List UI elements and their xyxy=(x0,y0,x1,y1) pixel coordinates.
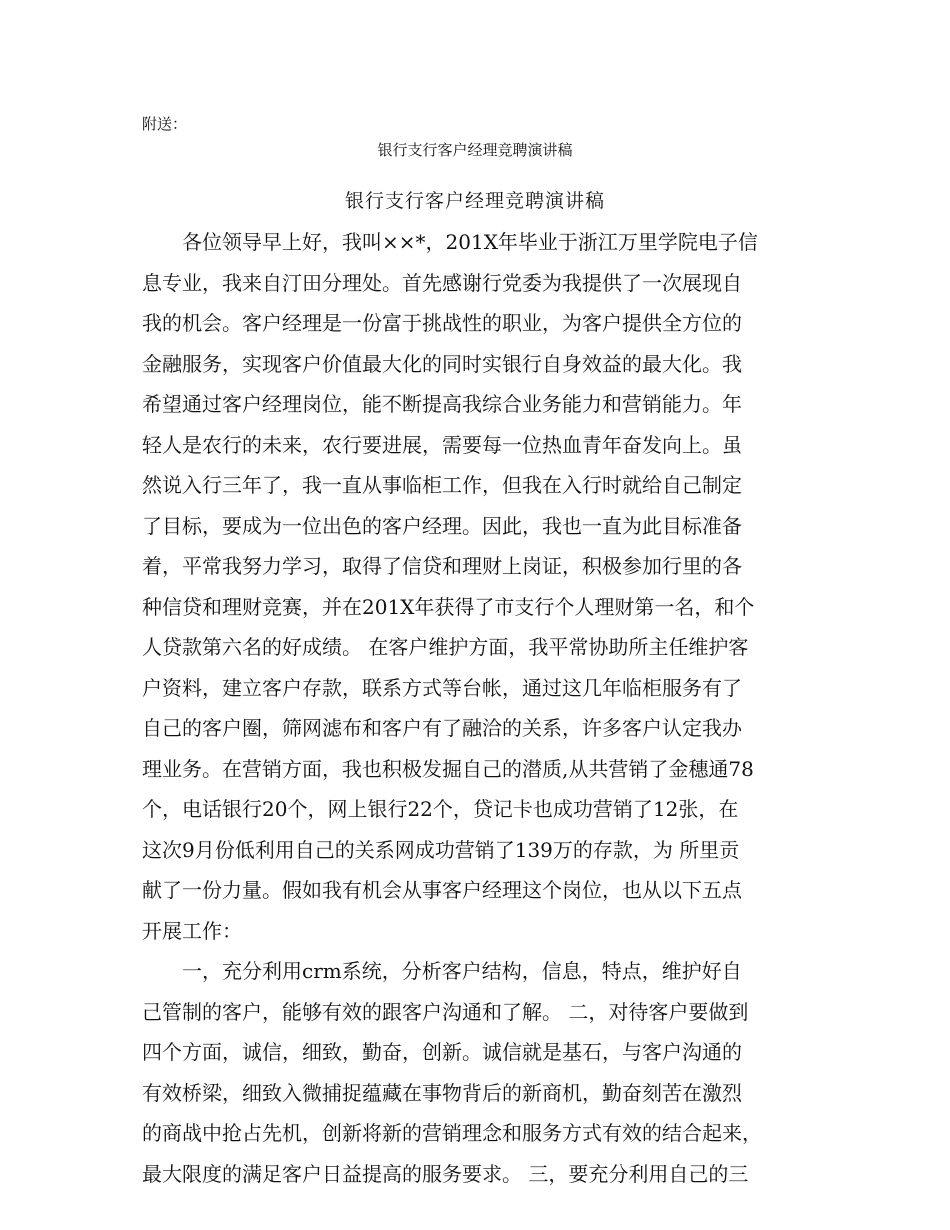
body-text-line: 献了一份力量。假如我有机会从事客户经理这个岗位，也从以下五点 xyxy=(142,878,742,902)
body-text-line: 己管制的客户，能够有效的跟客户沟通和了解。 二，对待客户要做到 xyxy=(142,999,749,1024)
body-text-line: 我的机会。客户经理是一份富于挑战性的职业，为客户提供全方位的 xyxy=(142,311,742,335)
body-text-line: 理业务。在营销方面，我也积极发掘自己的潜质,从共营销了金穗通78 xyxy=(142,756,754,781)
body-text-line: 金融服务，实现客户价值最大化的同时实银行自身效益的最大化。我 xyxy=(142,351,742,376)
body-text-line: 自己的客户圈，筛网滤布和客户有了融洽的关系，许多客户认定我办 xyxy=(142,716,742,740)
document-body xyxy=(142,222,812,1194)
body-text-line: 个，电话银行20个，网上银行22个，贷记卡也成功营销了12张，在 xyxy=(142,797,739,821)
body-text-line: 息专业，我来自汀田分理处。首先感谢行党委为我提供了一次展现自 xyxy=(142,270,742,295)
body-text-line: 最大限度的满足客户日益提高的服务要求。 三，要充分利用自己的三 xyxy=(142,1161,749,1186)
body-text-line: 希望通过客户经理岗位，能不断提高我综合业务能力和营销能力。年 xyxy=(142,392,742,416)
body-text-line: 着，平常我努力学习，取得了信贷和理财上岗证，积极参加行里的各 xyxy=(142,554,742,578)
body-text-line: 然说入行三年了，我一直从事临柜工作，但我在入行时就给自己制定 xyxy=(142,473,742,497)
body-text-line: 轻人是农行的未来，农行要进展，需要每一位热血青年奋发向上。虽 xyxy=(142,432,742,457)
body-text-line: 开展工作： xyxy=(142,918,242,943)
attachment-label: 附送： xyxy=(142,115,188,133)
body-text-line: 各位领导早上好，我叫××*，201X年毕业于浙江万里学院电子信 xyxy=(142,230,758,254)
body-text-line: 四个方面，诚信，细致，勤奋，创新。诚信就是基石，与客户沟通的 xyxy=(142,1040,742,1064)
body-text-line: 的商战中抢占先机，创新将新的营销理念和服务方式有效的结合起来， xyxy=(142,1121,762,1145)
body-text-line: 有效桥梁，细致入微捕捉蕴藏在事物背后的新商机，勤奋刻苦在激烈 xyxy=(142,1080,742,1105)
body-text-line: 种信贷和理财竞赛，并在201X年获得了市支行个人理财第一名，和个 xyxy=(142,594,755,619)
body-text-line: 人贷款第六名的好成绩。 在客户维护方面，我平常协助所主任维护客 xyxy=(142,635,749,659)
document-subtitle: 银行支行客户经理竞聘演讲稿 xyxy=(377,141,573,159)
body-text-line: 了目标，要成为一位出色的客户经理。因此，我也一直为此目标准备 xyxy=(142,513,742,538)
body-text-line: 这次9月份低利用自己的关系网成功营销了139万的存款，为 所里贡 xyxy=(142,837,740,862)
body-text-line: 户资料，建立客户存款，联系方式等台帐，通过这几年临柜服务有了 xyxy=(142,675,742,700)
document-title: 银行支行客户经理竞聘演讲稿 xyxy=(344,190,605,212)
body-text-line: 一，充分利用crm系统，分析客户结构，信息，特点，维护好自 xyxy=(142,959,742,983)
